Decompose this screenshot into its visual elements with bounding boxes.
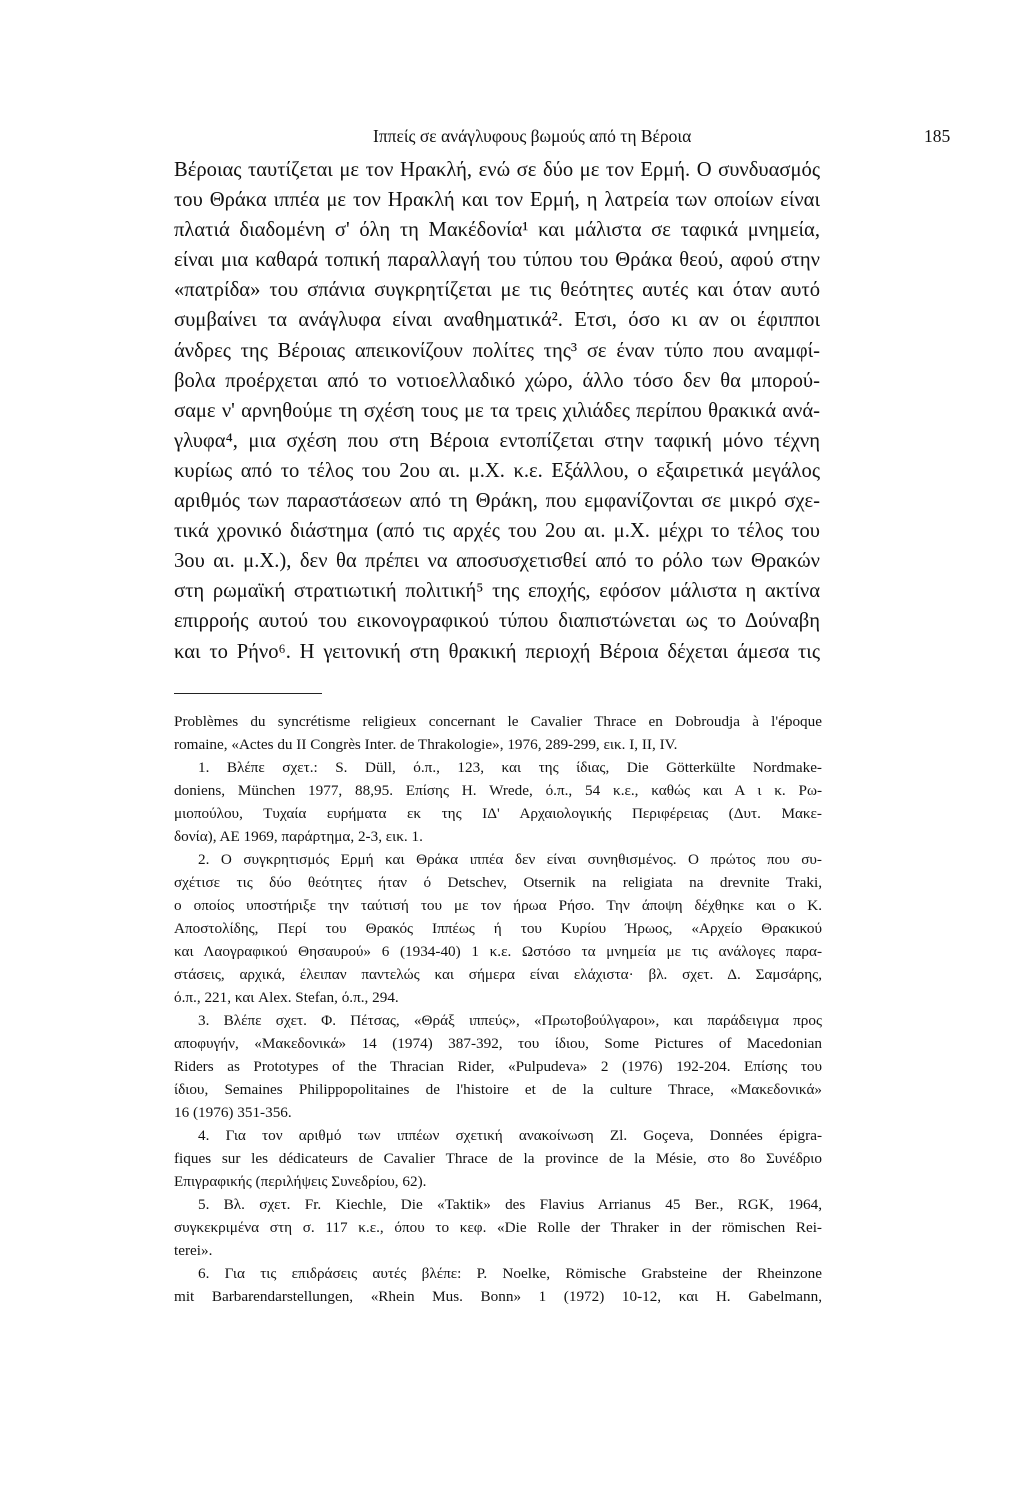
footnote-line: ίδιου, Semaines Philippopolitaines de l'histoire et de la culture Thrace, «Μακεδονικά»: [174, 1081, 822, 1098]
footnote-line: αποφυγήν, «Μακεδονικά» 14 (1974) 387-392, του ίδιου, Some Pictures of Macedonian: [174, 1035, 822, 1052]
body-line: και το Ρήνο⁶. Η γειτονική στη θρακική περιοχή Βέροια δέχεται άμεσα τις: [174, 640, 820, 663]
footnote-line: 4. Για τον αριθμό των ιππέων σχετική ανακοίνωση Zl. Goçeva, Données épigra-: [198, 1127, 822, 1144]
body-line: κυρίως από το τέλος του 2ου αι. μ.Χ. κ.ε. Εξάλλου, ο εξαιρετικά μεγάλος: [174, 459, 820, 482]
body-line: γλυφα⁴, μια σχέση που στη Βέροια εντοπίζεται στην ταφική μόνο τέχνη: [174, 429, 820, 452]
body-line: βολα προέρχεται από το νοτιοελλαδικό χώρο, άλλο τόσο δεν θα μπορού-: [174, 369, 820, 392]
footnote-line: και Λαογραφικού Θησαυρού» 6 (1934-40) 1 κ.ε. Ωστόσο τα μνημεία με τις ανάλογες παρα-: [174, 943, 822, 960]
body-line: επιρροής αυτού του εικονογραφικού τύπου διαπιστώνεται ως το Δούναβη: [174, 610, 820, 633]
body-line: πλατιά διαδομένη σ' όλη τη Μακέδονία¹ και μάλιστα σε ταφικά μνημεία,: [174, 219, 820, 242]
body-line: σαμε ν' αρνηθούμε τη σχέση τους με τα τρεις χιλιάδες περίπου θρακικά ανά-: [174, 399, 820, 422]
footnote-line: συγκεκριμένα στη σ. 117 κ.ε., όπου το κεφ. «Die Rolle der Thraker in der römischen Rei-: [174, 1219, 822, 1236]
footnotes: [174, 710, 822, 1308]
footnote-line: ο οποίος υποστήριξε την ταύτισή του με τον ήρωα Ρήσο. Την άποψη δέχθηκε και ο Κ.: [174, 897, 822, 914]
footnote-line: στάσεις, αρχικά, έλειπαν παντελώς και σήμερα είναι ελάχιστα· βλ. σχετ. Δ. Σαμσάρης,: [174, 966, 822, 983]
main-text: [174, 155, 820, 667]
running-title: Ιππείς σε ανάγλυφους βωμούς από τη Βέροια: [373, 126, 692, 146]
running-header: [0, 124, 1024, 148]
footnote-line: Αποστολίδης, Περί του Θρακός Ιππέως ή του Κυρίου Ήρωος, «Αρχείο Θρακικού: [174, 920, 822, 937]
footnote-line: 1. Βλέπε σχετ.: S. Düll, ό.π., 123, και της ίδιας, Die Götterkülte Nordmake-: [198, 759, 822, 776]
footnote-line: 2. Ο συγκρητισμός Ερμή και Θράκα ιππέα δεν είναι συνηθισμένος. Ο πρώτος που συ-: [198, 851, 822, 868]
footnote-line: fiques sur les dédicateurs de Cavalier Thrace de la province de la Mésie, στο 8ο Συνέδριο: [174, 1150, 822, 1167]
footnote-line: terei».: [174, 1242, 213, 1259]
footnote-line: mit Barbarendarstellungen, «Rhein Mus. Bonn» 1 (1972) 10-12, και H. Gabelmann,: [174, 1288, 822, 1305]
footnote-line: 5. Βλ. σχετ. Fr. Kiechle, Die «Taktik» des Flavius Arrianus 45 Ber., RGK, 1964,: [198, 1196, 822, 1213]
body-line: στη ρωμαϊκή στρατιωτική πολιτική⁵ της εποχής, εφόσον μάλιστα η ακτίνα: [174, 580, 820, 603]
footnote-line: Riders as Prototypes of the Thracian Rider, «Pulpudeva» 2 (1976) 192-204. Επίσης του: [174, 1058, 822, 1075]
body-line: 3ου αι. μ.Χ.), δεν θα πρέπει να αποσυσχετισθεί από το ρόλο των Θρακών: [174, 550, 820, 573]
footnote-line: 3. Βλέπε σχετ. Φ. Πέτσας, «Θράξ ιππεύς», «Πρωτοβούλγαροι», και παράδειγμα προς: [198, 1012, 822, 1029]
footnote-divider: [174, 693, 322, 694]
footnote-line: δονία), ΑΕ 1969, παράρτημα, 2-3, εικ. 1.: [174, 828, 423, 845]
footnote-line: Problèmes du syncrétisme religieux concernant le Cavalier Thrace en Dobroudja à l'époque: [174, 713, 822, 730]
footnote-line: Επιγραφικής (περιλήψεις Συνεδρίου, 62).: [174, 1173, 427, 1190]
body-line: άνδρες της Βέροιας απεικονίζουν πολίτες της³ σε έναν τύπο που αναμφί-: [174, 339, 820, 362]
footnote-line: ό.π., 221, και Alex. Stefan, ό.π., 294.: [174, 989, 399, 1006]
body-line: «πατρίδα» του σπάνια συγκρητίζεται με τις θεότητες αυτές και όταν αυτό: [174, 279, 820, 302]
body-line: του Θράκα ιππέα με τον Ηρακλή και τον Ερμή, η λατρεία των οποίων είναι: [174, 189, 820, 212]
footnote-line: doniens, München 1977, 88,95. Επίσης H. Wrede, ό.π., 54 κ.ε., καθώς και Α ι κ. Ρω-: [174, 782, 822, 799]
body-line: αριθμός των παραστάσεων από τη Θράκη, που εμφανίζονται σε μικρό σχε-: [174, 490, 820, 513]
body-line: Βέροιας ταυτίζεται με τον Ηρακλή, ενώ σε δύο με τον Ερμή. Ο συνδυασμός: [174, 159, 820, 181]
footnote-line: romaine, «Actes du II Congrès Inter. de Thrakologie», 1976, 289-299, εικ. I, II, IV.: [174, 736, 678, 753]
footnote-line: 16 (1976) 351-356.: [174, 1104, 292, 1121]
footnote-line: 6. Για τις επιδράσεις αυτές βλέπε: P. Noelke, Römische Grabsteine der Rheinzone: [198, 1265, 822, 1282]
footnote-line: μιοπούλου, Τυχαία ευρήματα εκ της ΙΔ' Αρχαιολογικής Περιφέρειας (Δυτ. Μακε-: [174, 805, 822, 822]
footnote-line: σχέτισε τις δύο θεότητες ήταν ό Detschev, Otsernik na religiata na drevnite Traki,: [174, 874, 822, 891]
body-line: συμβαίνει τα ανάγλυφα είναι αναθηματικά². Ετσι, όσο κι αν οι έφιπποι: [174, 309, 820, 332]
page-number: 185: [924, 126, 951, 146]
body-line: είναι μια καθαρά τοπική παραλλαγή του τύπου του Θράκα θεού, αφού στην: [174, 249, 820, 272]
body-line: τικά χρονικό διάστημα (από τις αρχές του 2ου αι. μ.Χ. μέχρι το τέλος του: [174, 520, 820, 543]
